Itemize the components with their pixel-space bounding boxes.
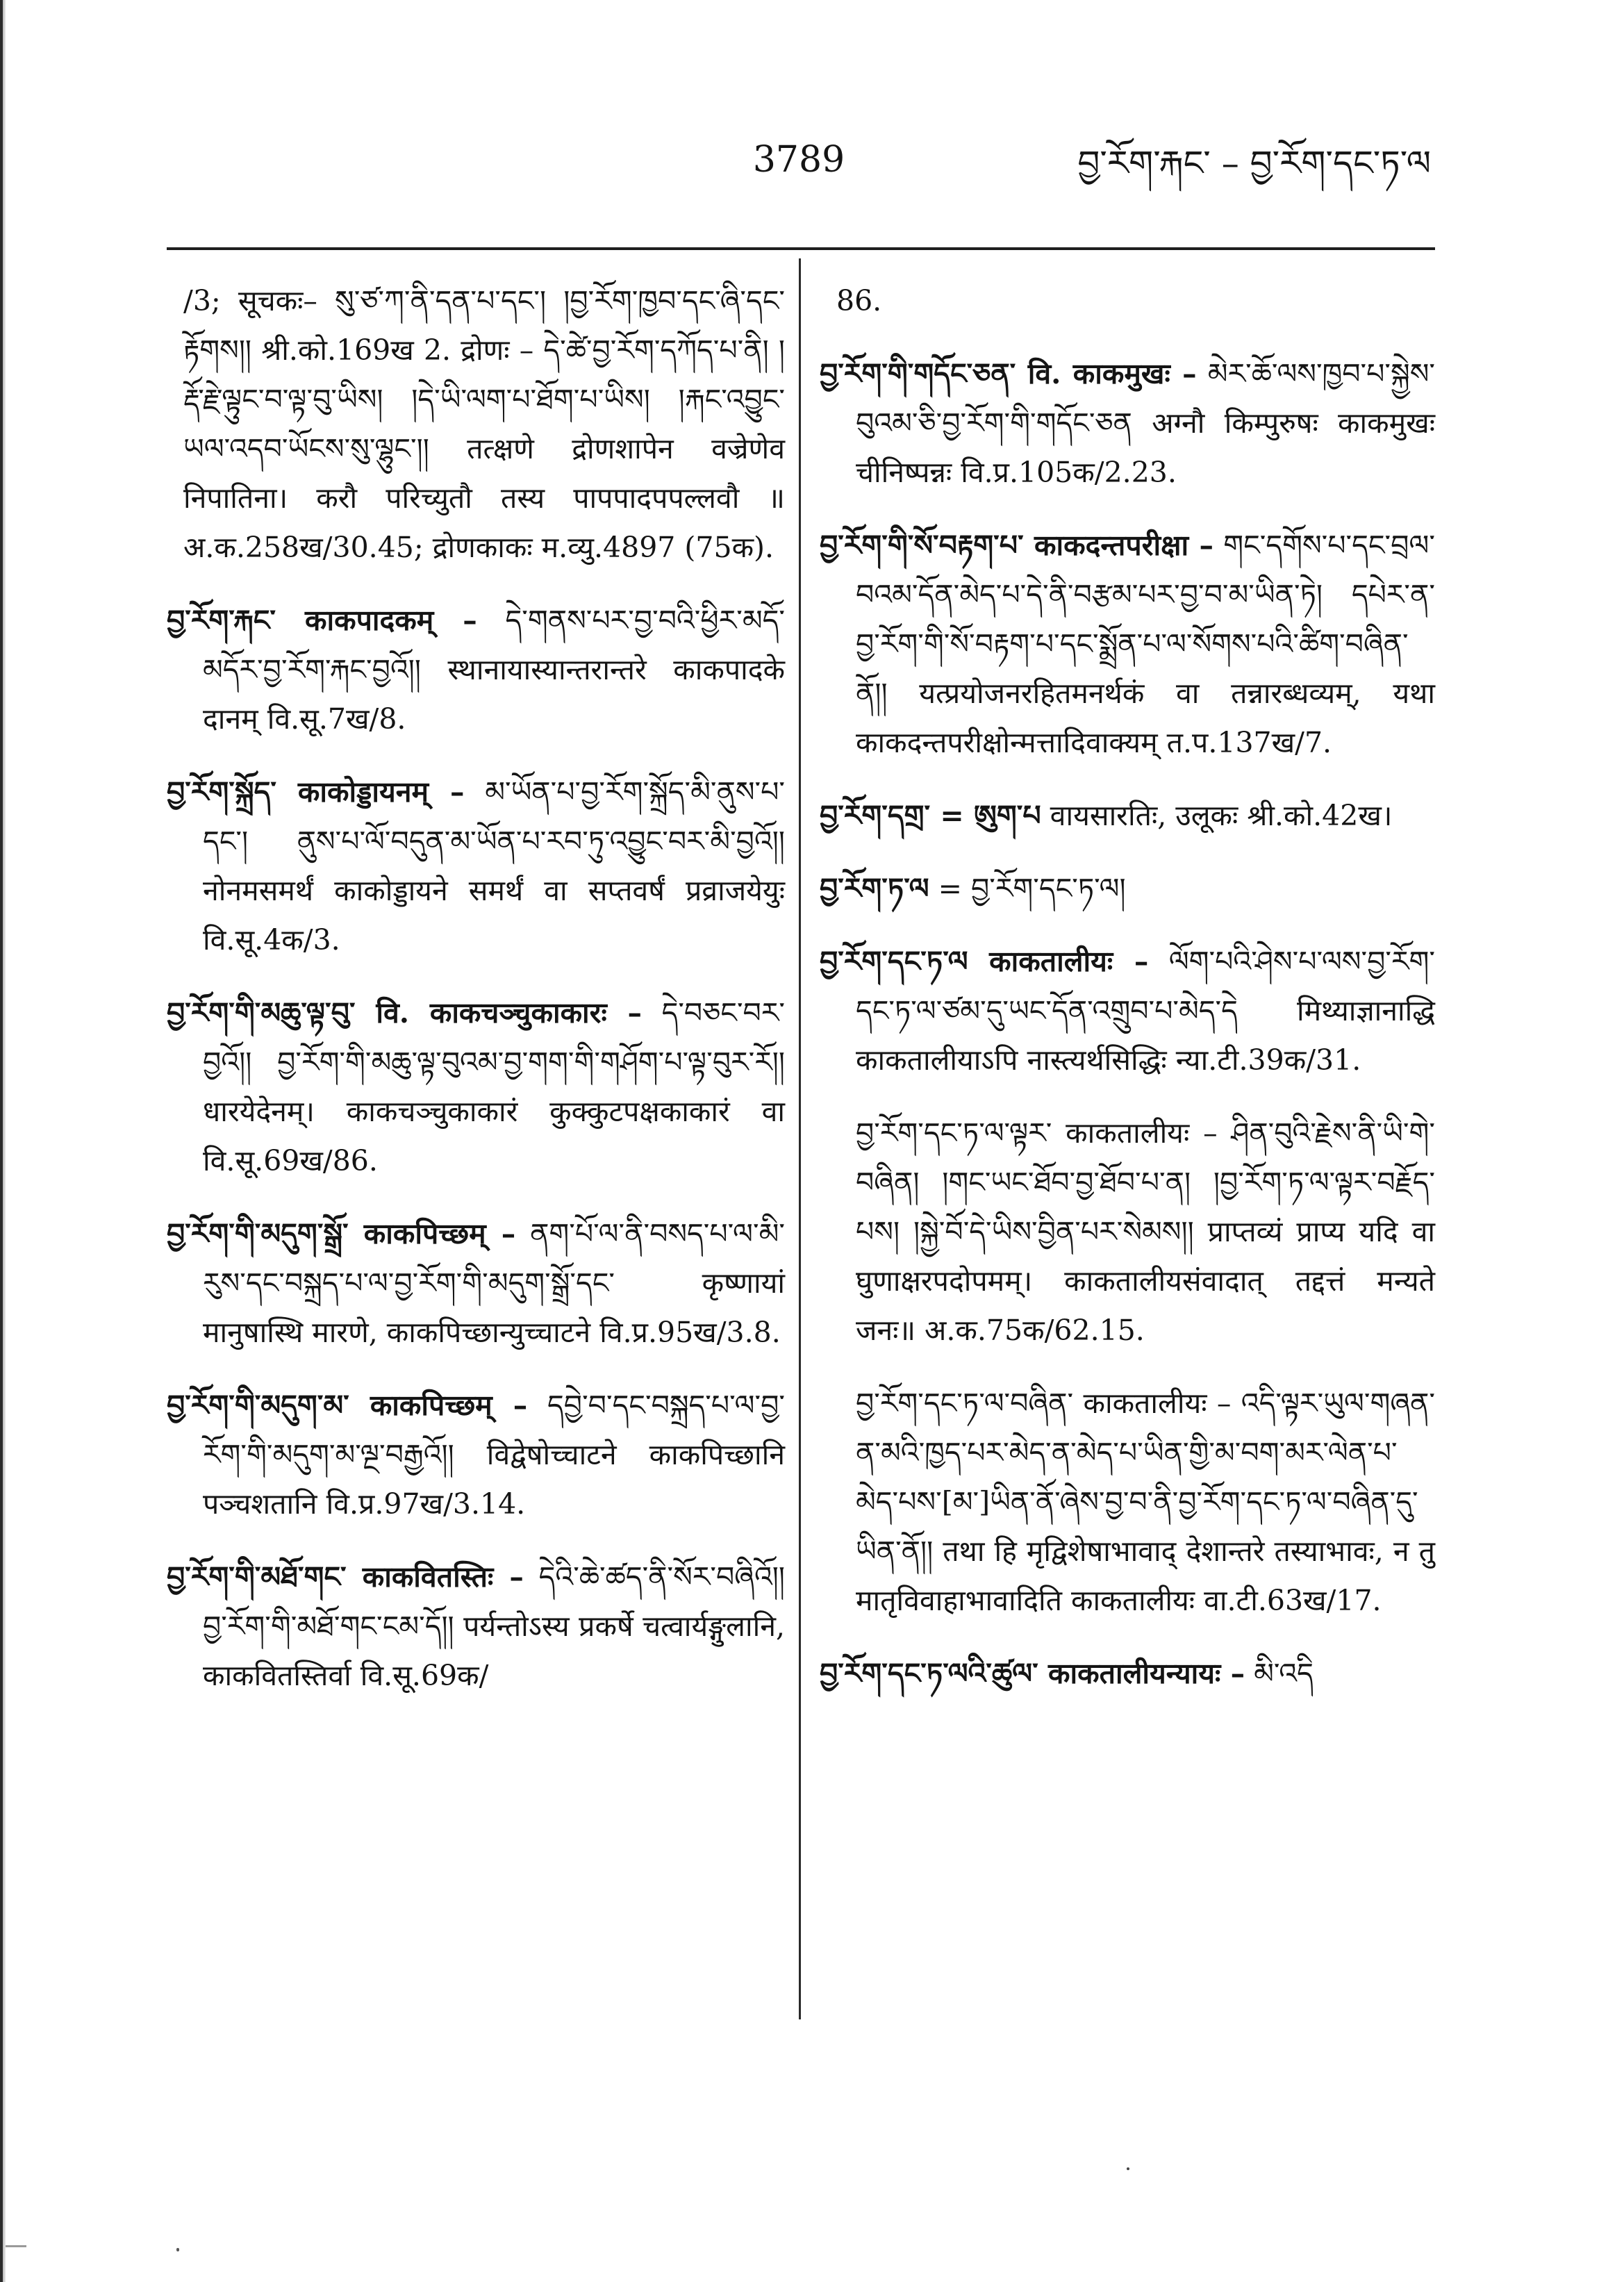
dictionary-entry bbox=[820, 521, 1435, 768]
entry-body: དེའི་ཆེ་ཚད་ནི་སོར་བཞིའོ།། བྱ་རོག་གི་མཐོ་གང་ངམ་དོ།། पर्यन्तोऽस्य प्रकर्षे चत्वार्यङ्गुलानि, काकवितस्तिर्वा वि.सू.69क/ bbox=[203, 1560, 785, 1692]
entry-headword: བྱ་རོག་གི་སོ་བརྟག་པ་ काकदन्तपरीक्षा – bbox=[820, 529, 1214, 562]
entry-body: དབྱེ་བ་དང་བསྐྲད་པ་ལ་བྱ་རོག་གི་མདུག་མ་ལྔ་བརྒྱའོ།། विद्वेषोच्चाटने काकपिच्छानि पञ्चशतानि वि.प्र.97ख/3.14. bbox=[203, 1389, 785, 1521]
page-number: 3789 bbox=[752, 139, 845, 181]
entry-headword: བྱ་རོག་སྐྲོད་ काकोड्डायनम् – bbox=[167, 775, 465, 809]
entry-headword: བྱ་རོག་གི་མཆུ་ལྟ་བུ་ वि. काकचञ्चुकाकारः – bbox=[167, 996, 643, 1030]
dictionary-entry bbox=[820, 791, 1435, 841]
entry-body: གང་དགོས་པ་དང་བྲལ་བའམ་དོན་མེད་པ་དེ་ནི་བརྩམ་པར་བྱ་བ་མ་ཡིན་ཏེ། དཔེར་ན་བྱ་རོག་གི་སོ་བརྟག་པ་དང་སྨྲོན་པ་ལ་སོགས་པའི་ཚིག་བཞིན་ནོ།། यत्प्रयोजनरहितमनर्थकं वा तन्नारब्धव्यम्, यथा काकदन्तपरीक्षोन्मत्तादिवाक्यम् त.प.137ख/7. bbox=[856, 529, 1435, 759]
dictionary-entry: /3; सूचकः– སུ་ཙ་ཀ་ནི་དན་པ་དང་། །བྱ་རོག་ཁྱབ་དང་ཞི་དང་རྟོགས།། श्री.को.169ख 2. द्रोणः – དེ་ཚེ་བྱ་རོག་དཀོད་པ་ནི། །རྡོ་རྗེ་ལྟུང་བ་ལྟ་བུ་ཡིས། །དེ་ཡི་ལག་པ་ཐོག་པ་ཡིས། །རྐང་འབྱུང་ཡལ་འདབ་ཡོངས་སུ་ལྷུང་།། तत्क्षणे द्रोणशापेन वज्रेणेव निपातिना। करौ परिच्युतौ तस्य पापपादपपल्लवौ ॥ अ.क.258ख/30.45; द्रोणकाकः म.व्यु.4897 (75क). bbox=[183, 284, 785, 564]
entry-body: དེ་བཅང་བར་བྱའོ།། བྱ་རོག་གི་མཆུ་ལྟ་བུའམ་བྱ་གག་གི་གཤོག་པ་ལྟ་བུར་རོ།། धारयेदेनम्। काकचञ्चुकाकारं कुक्कुटपक्षकाकारं वा वि.सू.69ख/86. bbox=[203, 996, 785, 1177]
entry-headword: བྱ་རོག་དང་ཏ་ལ काकतालीयः – bbox=[820, 945, 1149, 978]
dictionary-subentry: བྱ་རོག་དང་ཏ་ལ་ལྟར་ काकतालीयः – ཤིན་བུའི་རྗེས་ནི་ཡི་གེ་བཞིན། །གང་ཡང་ཐོབ་བྱ་ཐོབ་པ་ན། །བྱ་རོག་ཏ་ལ་ལྟར་བརྗོད་པས། །སྐྱེ་བོ་དེ་ཡིས་བྱིན་པར་སེམས།། प्राप्तव्यं प्राप्य यदि वा घुणाक्षरपदोपमम्। काकतालीयसंवादात् तद्दत्तं मन्यते जनः॥ अ.क.75क/62.15. bbox=[856, 1116, 1435, 1347]
right-column bbox=[820, 276, 1435, 1722]
dictionary-entry bbox=[167, 1553, 785, 1701]
entry-headword: བྱ་རོག་དང་ཏ་ལའི་ཚུལ་ काकतालीयन्यायः – bbox=[820, 1657, 1245, 1690]
scan-speck bbox=[176, 2248, 179, 2251]
entry-body: མ་ཡོན་པ་བྱ་རོག་སྐྲོད་མི་ནུས་པ་དང་། ནུས་པ་ལོ་བདུན་མ་ཡོན་པ་རབ་ཏུ་འབྱུང་བར་མི་བྱའོ།། नोनमसमर्थं काकोड्डायने समर्थं वा सप्तवर्षं प्रव्राजयेयुः वि.सू.4क/3. bbox=[203, 775, 785, 957]
left-column bbox=[167, 276, 785, 1724]
dictionary-entry bbox=[167, 989, 785, 1186]
dictionary-entry bbox=[820, 349, 1435, 497]
dictionary-entry bbox=[167, 1381, 785, 1529]
entry-headword: བྱ་རོག་གི་མདུག་སྒྲོ་ काकपिच्छम् – bbox=[167, 1217, 516, 1250]
dictionary-entry bbox=[167, 768, 785, 965]
dictionary-entry bbox=[167, 1209, 785, 1357]
entry-headword: བྱ་རོག་གི་མདུག་མ་ काकपिच्छम् – bbox=[167, 1389, 528, 1422]
page-header bbox=[0, 0, 1624, 208]
entry-headword: བྱ་རོག་ཏ་ལ bbox=[820, 872, 929, 905]
entry-body: ལོག་པའི་ཤེས་པ་ལས་བྱ་རོག་དང་ཏ་ལ་ཙམ་དུ་ཡང་དོན་འགྲུབ་པ་མེད་དེ मिथ्याज्ञानाद्धि काकतालीयाऽपि नास्त्यर्थसिद्धिः न्या.टी.39क/31. bbox=[856, 945, 1435, 1077]
entry-body: = བྱ་རོག་དང་ཏ་ལ། bbox=[929, 872, 1126, 905]
entry-body: ནག་པོ་ལ་ནི་བསད་པ་ལ་མི་རུས་དང་བསྐྲད་པ་ལ་བྱ་རོག་གི་མདུག་སྒྲོ་དང་ कृष्णायां मानुषास्थि मारणे, काकपिच्छान्युच्चाटने वि.प्र.95ख/3.8. bbox=[203, 1217, 785, 1349]
dictionary-entry: 86. bbox=[836, 284, 882, 317]
dictionary-entry bbox=[820, 937, 1435, 1085]
scan-edge bbox=[0, 0, 6, 2282]
column-divider bbox=[799, 258, 801, 2019]
dictionary-entry bbox=[167, 596, 785, 744]
dictionary-entry bbox=[820, 864, 1435, 913]
entry-body: མི་འདི bbox=[1245, 1657, 1314, 1690]
entry-headword: བྱ་རོག་གི་མཐོ་གང་ काकवितस्तिः – bbox=[167, 1560, 524, 1594]
entry-headword: བྱ་རོག་དགྲ་ = ཨུག་པ bbox=[820, 799, 1041, 832]
entry-body: वायसारतिः, उलूकः श्री.को.42ख। bbox=[1041, 799, 1393, 832]
header-rule bbox=[167, 247, 1435, 250]
entry-headword: བྱ་རོག་རྐང་ काकपादकम् – bbox=[167, 604, 477, 637]
scan-speck bbox=[1127, 2167, 1129, 2170]
dictionary-subentry: བྱ་རོག་དང་ཏ་ལ་བཞིན་ काकतालीयः – འདི་ལྟར་ཡུལ་གཞན་ན་མའི་ཁྱད་པར་མེད་ན་མེད་པ་ཡིན་གྱི་མ་བག་མར་ལེན་པ་མེད་པས་[མ་]ཡིན་ནོ་ཞེས་བྱ་བ་ནི་བྱ་རོག་དང་ཏ་ལ་བཞིན་དུ་ཡིན་ནོ།། तथा हि मृद्विशेषाभावाद् देशान्तरे तस्याभावः, न तु मातृविवाहाभावादिति काकतालीयः वा.टी.63ख/17. bbox=[856, 1387, 1435, 1617]
scan-mark bbox=[6, 2245, 26, 2247]
entry-body: དེ་གནས་པར་བྱ་བའི་ཕྱིར་མདོ་མདོར་བྱ་རོག་རྐང་བྱའོ།། स्थानायास्यान्तरान्तरे काकपादके दानम् वि.सू.7ख/8. bbox=[203, 604, 785, 736]
entry-body: མེར་ཆོ་ལས་ཁྱབ་པ་སྐྱེས་བུའམ་ཅི་བྱ་རོག་གི་གདོང་ཅན अग्नौ किम्पुरुषः काकमुखः चीनिष्पन्नः वि.प्र.105क/2.23. bbox=[856, 357, 1435, 489]
entry-headword: བྱ་རོག་གི་གདོང་ཅན་ वि. काकमुखः – bbox=[820, 357, 1197, 390]
dictionary-entry bbox=[820, 1649, 1435, 1698]
running-head: བྱ་རོག་རྐང་ – བྱ་རོག་དང་ཏ་ལ bbox=[1077, 143, 1431, 183]
